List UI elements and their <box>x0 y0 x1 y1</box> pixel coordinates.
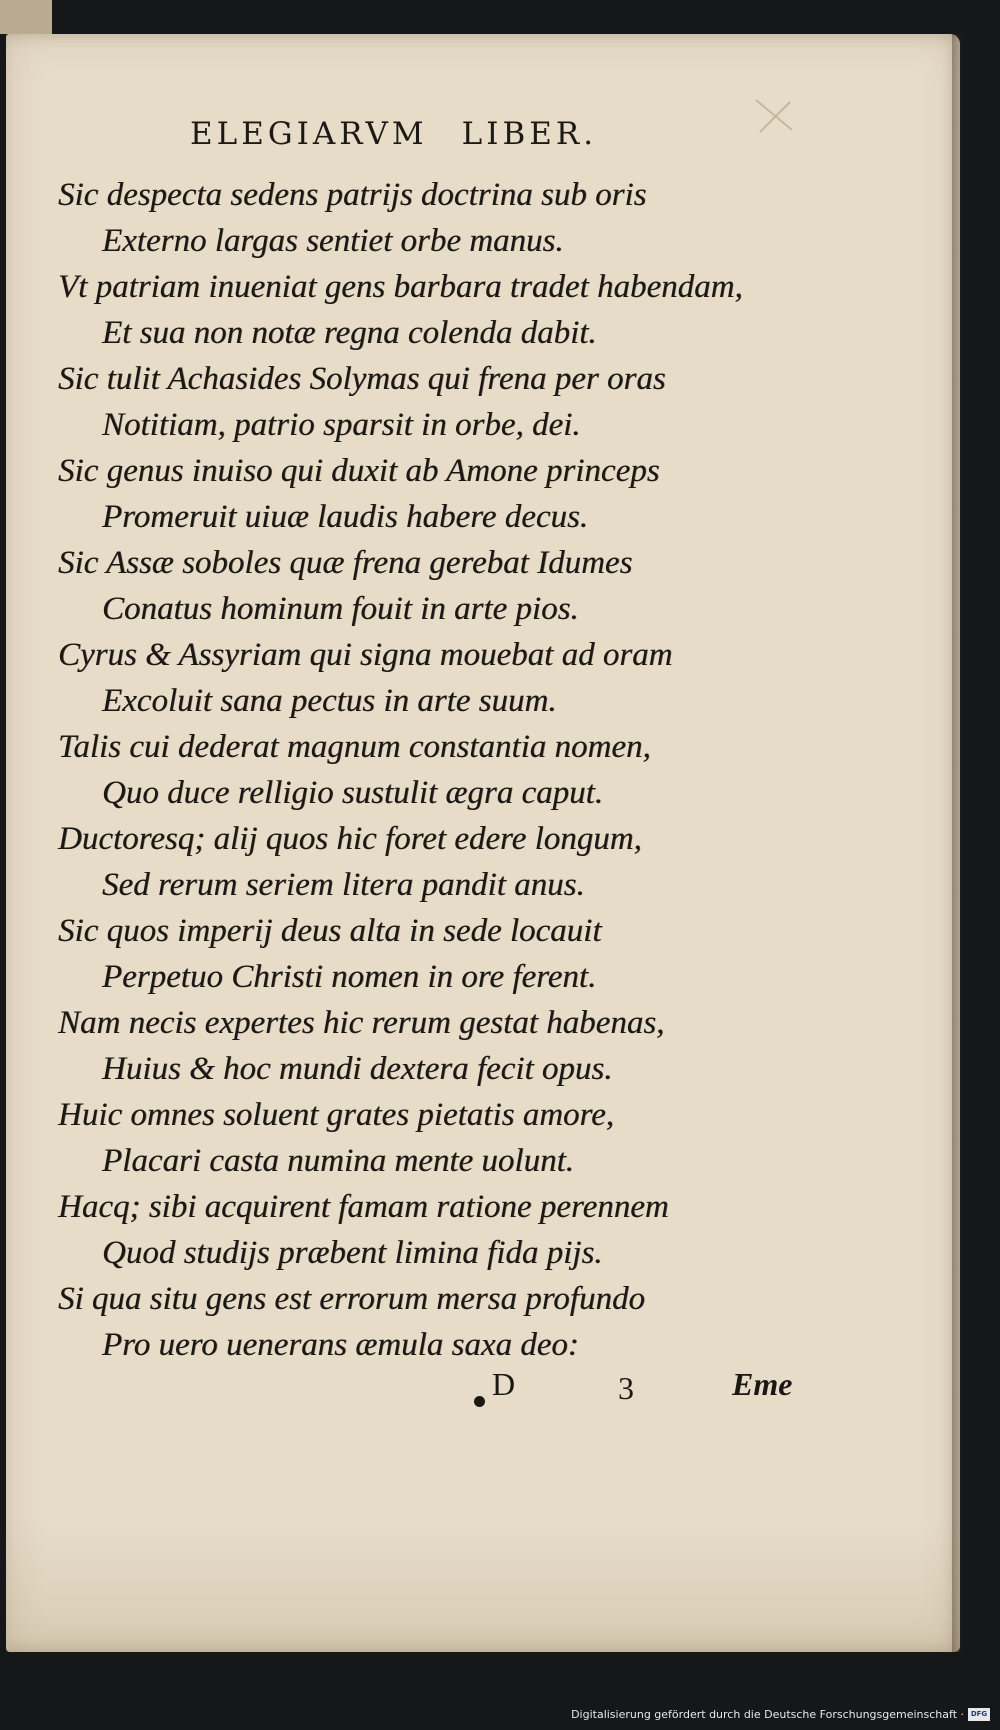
verse-line: Excoluit sana pectus in arte suum. <box>102 683 557 719</box>
verse-line: Sic tulit Achasides Solymas qui frena per oras <box>58 361 666 397</box>
funding-text: Digitalisierung gefördert durch die Deutsche Forschungsgemeinschaft · <box>571 1707 964 1721</box>
verse-line: Perpetuo Christi nomen in ore ferent. <box>102 959 597 995</box>
verse-line: Nam necis expertes hic rerum gestat habenas, <box>58 1005 665 1041</box>
verse-line: Placari casta numina mente uolunt. <box>102 1143 575 1179</box>
verse-line: Huic omnes soluent grates pietatis amore, <box>58 1097 615 1133</box>
header-word-elegiarum: ELEGIARVM <box>190 116 428 152</box>
verse-line: Promeruit uiuæ laudis habere decus. <box>102 499 589 535</box>
verse-line: Ductoresq; alij quos hic foret edere longum, <box>58 821 642 857</box>
verse-line: Quo duce relligio sustulit ægra caput. <box>102 775 604 811</box>
verse-line: Sic Assæ soboles quæ frena gerebat Idumes <box>58 545 633 581</box>
verse-line: Huius & hoc mundi dextera fecit opus. <box>102 1051 613 1087</box>
running-header <box>190 116 597 152</box>
signature-dot-icon <box>474 1396 485 1407</box>
verse-line: Externo largas sentiet orbe manus. <box>102 223 564 259</box>
dfg-logo-text: DFG <box>970 1710 988 1718</box>
verse-line: Et sua non notæ regna colenda dabit. <box>102 315 597 351</box>
signature-letter: D <box>492 1366 516 1402</box>
header-word-liber: LIBER. <box>461 116 598 152</box>
verse-line: Sic quos imperij deus alta in sede locauit <box>58 913 602 949</box>
verse-line: Talis cui dederat magnum constantia nomen, <box>58 729 651 765</box>
verse-line: Conatus hominum fouit in arte pios. <box>102 591 579 627</box>
page-footer <box>474 1364 834 1414</box>
corner-mark <box>0 0 52 34</box>
signature-number: 3 <box>618 1370 634 1406</box>
verse-line: Quod studijs præbent limina fida pijs. <box>102 1235 603 1271</box>
verse-line: Vt patriam inueniat gens barbara tradet habendam, <box>58 269 743 305</box>
verse-line: Notitiam, patrio sparsit in orbe, dei. <box>102 407 581 443</box>
verse-block <box>58 172 918 1368</box>
dfg-logo-icon <box>968 1708 990 1721</box>
verse-line: Cyrus & Assyriam qui signa mouebat ad oram <box>58 637 673 673</box>
verse-line: Sic despecta sedens patrijs doctrina sub oris <box>58 177 647 213</box>
pencil-mark-icon <box>752 96 798 136</box>
verse-line: Hacq; sibi acquirent famam ratione perennem <box>58 1189 669 1225</box>
verse-line: Sic genus inuiso qui duxit ab Amone princeps <box>58 453 660 489</box>
verse-line: Si qua situ gens est errorum mersa profundo <box>58 1281 645 1317</box>
verse-line: Pro uero uenerans æmula saxa deo: <box>102 1327 579 1363</box>
verse-line: Sed rerum seriem litera pandit anus. <box>102 867 585 903</box>
catchword: Eme <box>732 1366 793 1402</box>
funding-banner <box>571 1704 990 1724</box>
page-edge-shadow <box>952 34 964 1652</box>
